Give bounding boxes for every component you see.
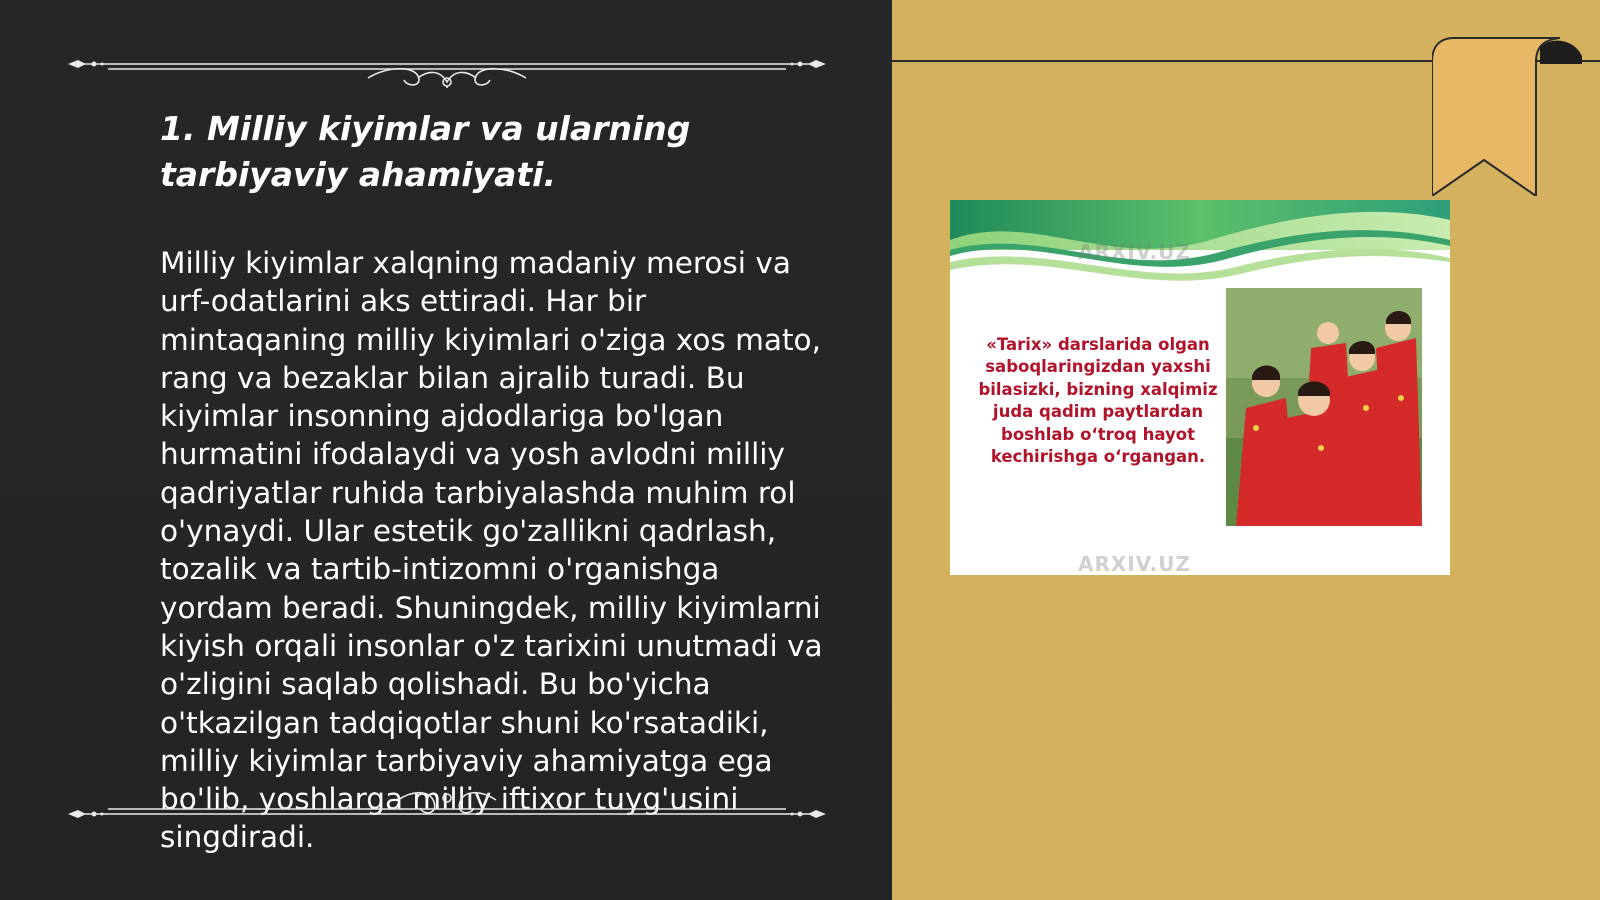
green-wave-banner-icon [950,200,1450,290]
ornament-divider-top-icon [68,48,826,88]
slide-body-text: Milliy kiyimlar xalqning madaniy merosi va urf-odatlarini aks ettiradi. Har bir mintaqaning milliy kiyimlari o'ziga xos mato, rang va bezaklar bilan ajralib turadi. Bu kiyimlar insonning ajdodlariga bo'lgan hurmatini ifodalaydi va yosh avlodni milliy qadriyatlar ruhida tarbiyalashda muhim rol o'ynaydi. Ular estetik go'zallikni qadrlash, tozalik va tartib-intizomni o'rganishga yordam beradi. Shuningdek, milliy kiyimlarni kiyish orqali insonlar o'z tarixini unutmadi va o'zligini saqlab qolishadi. Bu bo'yicha o'tkazilgan tadqiqotlar shuni ko'rsatadiki, milliy kiyimlar tarbiyaviy ahamiyatga ega bo'lib, yoshlarga milliy iftixor tuyg'usini singdiradi. [160,246,823,855]
picture-caption: «Tarix» darslarida olgan saboqlaringizdan yaxshi bilasizki, bizning xalqimiz juda qadim paytlardan boshlab o‘troq hayot kechirishga o‘rgangan. [978,335,1218,467]
children-photo-icon [1226,288,1422,526]
watermark-top: ARXIV.UZ [1078,240,1191,264]
slide-title: 1. Milliy kiyimlar va ularning tarbiyaviy ahamiyati. [160,109,691,194]
illustration-image [950,200,1450,575]
bookmark-icon [1432,36,1582,196]
ornament-divider-bottom-icon [68,790,826,830]
watermark-bottom: ARXIV.UZ [1078,552,1191,575]
